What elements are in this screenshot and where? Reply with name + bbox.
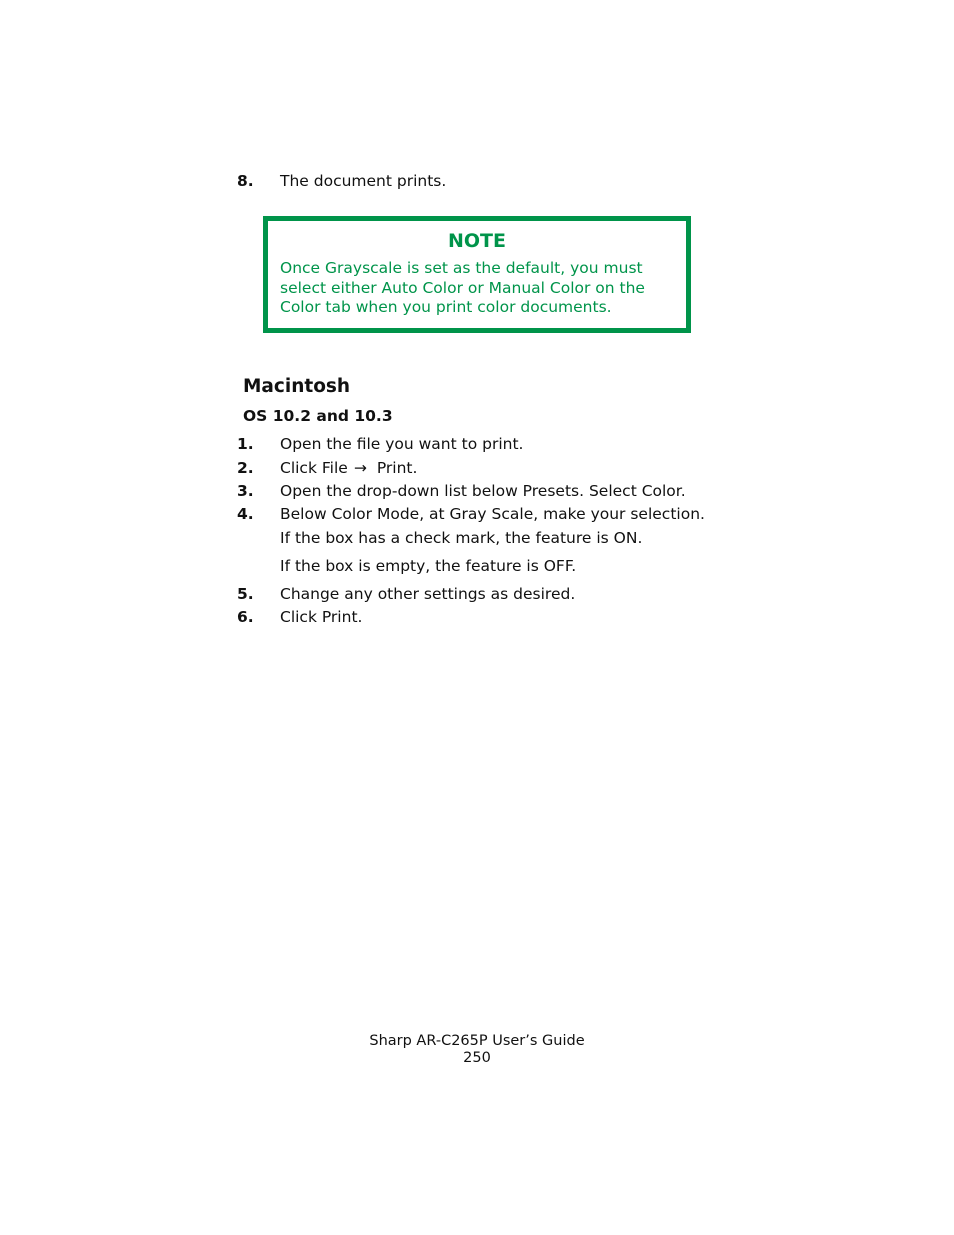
step-text-before: Click File xyxy=(280,459,348,477)
step-text: Open the file you want to print. xyxy=(280,435,524,453)
step-text: Below Color Mode, at Gray Scale, make your selection. xyxy=(280,505,705,523)
step-4-detail-on: If the box has a check mark, the feature is ON. xyxy=(280,529,643,547)
section-subheading: OS 10.2 and 10.3 xyxy=(243,407,393,425)
note-box xyxy=(263,216,691,333)
step-text xyxy=(280,458,417,478)
step-number: 2. xyxy=(237,459,254,477)
note-title: NOTE xyxy=(448,230,506,252)
step-number: 8. xyxy=(237,172,254,190)
footer-guide-title: Sharp AR-C265P User’s Guide xyxy=(369,1033,585,1049)
right-arrow-icon: → xyxy=(353,459,367,477)
footer-page-number: 250 xyxy=(463,1050,491,1066)
step-number: 5. xyxy=(237,585,254,603)
step-text: The document prints. xyxy=(280,172,447,190)
step-text-after: Print. xyxy=(376,459,418,477)
step-number: 1. xyxy=(237,435,254,453)
step-number: 4. xyxy=(237,505,254,523)
step-text: Click Print. xyxy=(280,608,363,626)
section-heading: Macintosh xyxy=(243,376,351,397)
step-number: 3. xyxy=(237,482,254,500)
note-body: Once Grayscale is set as the default, you must select either Auto Color or Manual Color on the Color tab when you print color documents. xyxy=(280,259,645,316)
step-4-detail-off: If the box is empty, the feature is OFF. xyxy=(280,557,577,575)
step-number: 6. xyxy=(237,608,254,626)
step-text: Open the drop-down list below Presets. Select Color. xyxy=(280,482,686,500)
step-text: Change any other settings as desired. xyxy=(280,585,576,603)
